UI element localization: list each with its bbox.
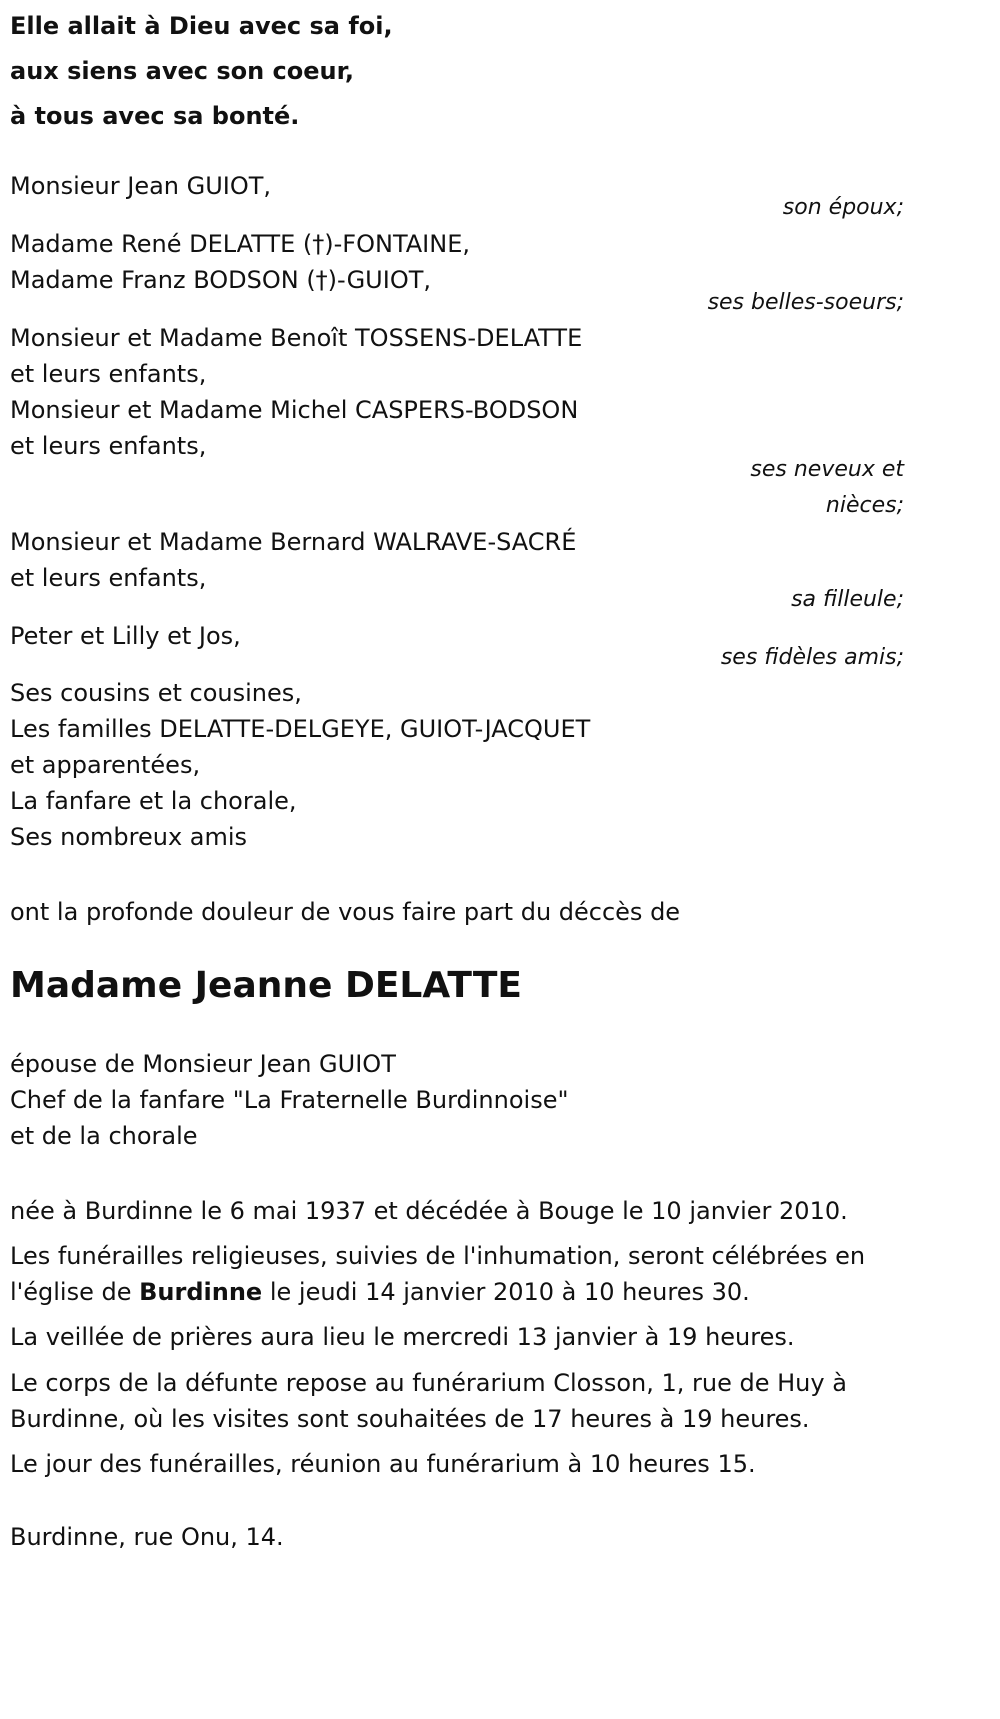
goddaughter-line-2: et leurs enfants,: [10, 564, 207, 592]
detail-line-3: et de la chorale: [10, 1122, 198, 1150]
funeral-info: [10, 1238, 910, 1310]
sisters-in-law-role: ses belles-soeurs;: [707, 290, 904, 315]
funeral-text-2: le jeudi 14 janvier 2010 à 10 heures 30.: [262, 1278, 750, 1306]
nephews-role-line-1: ses neveux et: [750, 457, 904, 482]
funeral-text-1: Les funérailles religieuses, suivies de l'inhumation, seront célébrées en l'église de: [10, 1242, 866, 1306]
quote-line-2: aux siens avec son coeur,: [10, 57, 355, 85]
funeral-place: Burdinne: [139, 1278, 263, 1306]
other-line-4: La fanfare et la chorale,: [10, 787, 297, 815]
quote-line-1: Elle allait à Dieu avec sa foi,: [10, 12, 393, 40]
nephew-line-4: et leurs enfants,: [10, 432, 207, 460]
body-info: Le corps de la défunte repose au funérarium Closson, 1, rue de Huy à Burdinne, où les visites sont souhaitées de 17 heures à 19 heures.: [10, 1369, 847, 1433]
detail-line-2: Chef de la fanfare "La Fraternelle Burdinnoise": [10, 1086, 569, 1114]
detail-line-1: épouse de Monsieur Jean GUIOT: [10, 1050, 396, 1078]
deceased-name: Madame Jeanne DELATTE: [10, 965, 522, 1006]
address: Burdinne, rue Onu, 14.: [10, 1523, 284, 1551]
nephew-line-1: Monsieur et Madame Benoît TOSSENS-DELATTE: [10, 324, 583, 352]
goddaughter-role: sa filleule;: [791, 587, 904, 612]
other-line-2: Les familles DELATTE-DELGEYE, GUIOT-JACQUET: [10, 715, 591, 743]
nephews-role-line-2: nièces;: [825, 493, 904, 518]
birth-death: née à Burdinne le 6 mai 1937 et décédée à Bouge le 10 janvier 2010.: [10, 1197, 848, 1225]
sister-in-law-1: Madame René DELATTE (†)-FONTAINE,: [10, 230, 470, 258]
other-line-1: Ses cousins et cousines,: [10, 679, 302, 707]
other-family: [10, 675, 590, 855]
husband-name: Monsieur Jean GUIOT,: [10, 172, 272, 200]
quote: [10, 4, 393, 139]
friends-names: Peter et Lilly et Jos,: [10, 622, 241, 650]
quote-line-3: à tous avec sa bonté.: [10, 102, 300, 130]
other-line-5: Ses nombreux amis: [10, 823, 248, 851]
deceased-details: [10, 1046, 569, 1154]
goddaughter-line-1: Monsieur et Madame Bernard WALRAVE-SACRÉ: [10, 528, 577, 556]
nephews: [10, 320, 582, 464]
husband-role: son époux;: [782, 195, 904, 220]
announcement: ont la profonde douleur de vous faire part du déccès de: [10, 898, 681, 926]
sisters-in-law: [10, 226, 470, 298]
nephew-line-3: Monsieur et Madame Michel CASPERS-BODSON: [10, 396, 579, 424]
nephew-line-2: et leurs enfants,: [10, 360, 207, 388]
other-line-3: et apparentées,: [10, 751, 201, 779]
meeting-info: Le jour des funérailles, réunion au funérarium à 10 heures 15.: [10, 1450, 756, 1478]
goddaughter: [10, 524, 576, 596]
vigil-info: La veillée de prières aura lieu le mercredi 13 janvier à 19 heures.: [10, 1323, 795, 1351]
sister-in-law-2: Madame Franz BODSON (†)-GUIOT,: [10, 266, 432, 294]
friends-role: ses fidèles amis;: [720, 645, 904, 670]
